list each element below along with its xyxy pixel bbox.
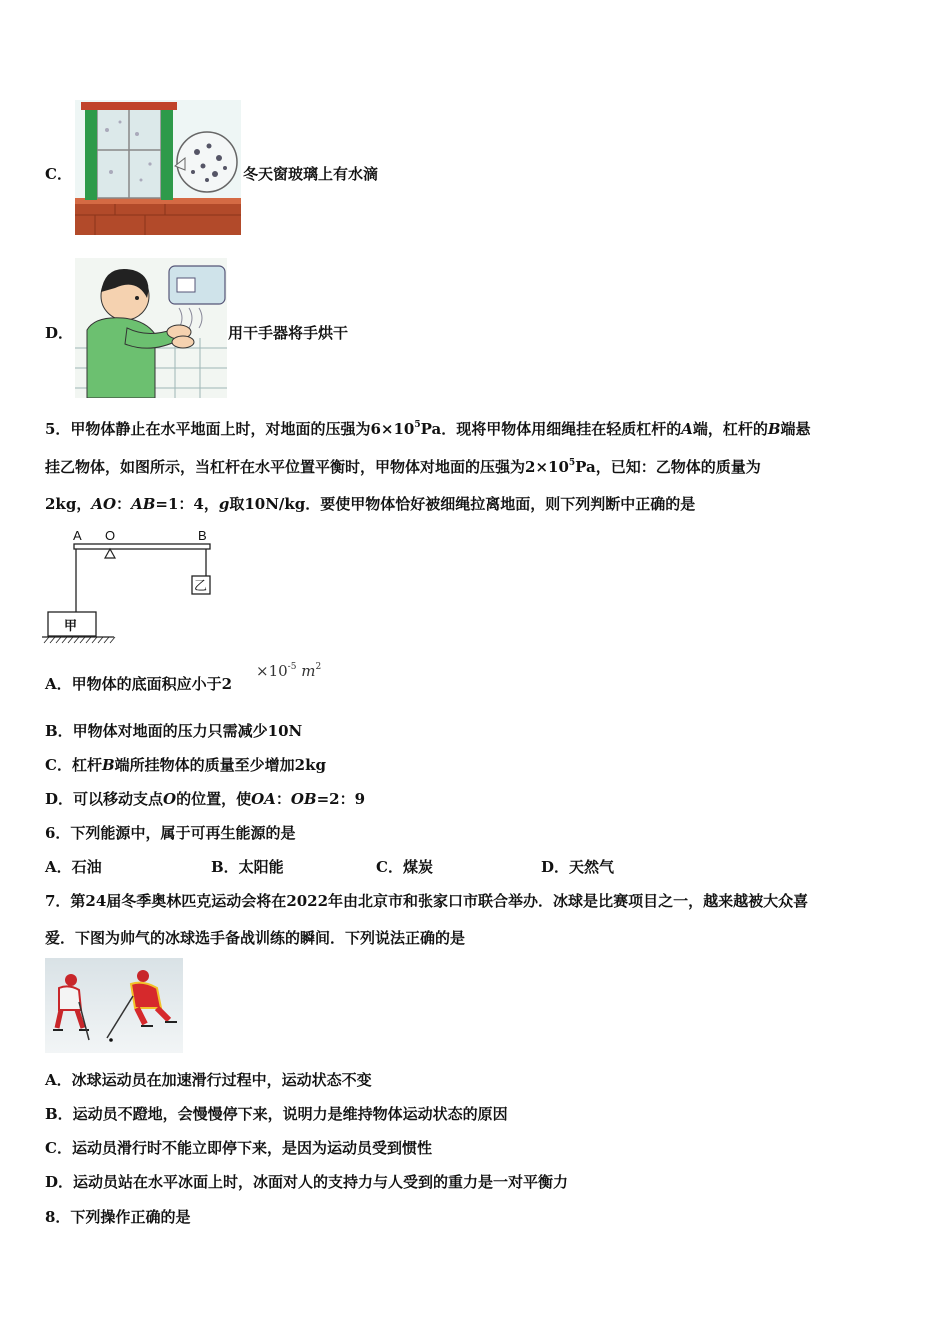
ice-hockey-drawing [45,958,183,1053]
hand-dryer-drawing [75,258,227,398]
object-yi-label: 乙 [194,579,208,594]
question-6-option-b: B．太阳能 [211,858,284,876]
hand-dryer-illustration [75,258,227,398]
window-condensation-drawing [75,100,241,235]
question-5-line-1: 5．甲物体静止在水平地面上时，对地面的压强为$6\times 10^5Pa$．现将甲物体用细绳挂在轻质杠杆的A端，杠杆的B端悬 [45,420,811,438]
question-7-option-d: D．运动员站在水平冰面上时，冰面对人的支持力与人受到的重力是一对平衡力 [45,1173,569,1191]
lever-diagram [40,524,220,648]
lever-label-o: O [105,528,116,543]
question-6-option-c: C．煤炭 [376,858,433,876]
lever-label-a: A [73,528,82,543]
question-6-option-a: A．石油 [45,858,102,876]
object-jia-label: 甲 [64,619,78,634]
question-8-stem: 8．下列操作正确的是 [45,1208,191,1226]
question-6-stem: 6．下列能源中，属于可再生能源的是 [45,824,296,842]
lever-bar [74,544,210,549]
option-d-caption: 用干手器将手烘干 [228,324,349,342]
option-c-caption: 冬天窗玻璃上有水滴 [243,165,379,183]
fulcrum-triangle [105,549,115,558]
option-a-formula: $\times 10^{-5}$ $m^2$ [256,662,322,680]
option-c-label: C． [45,165,72,183]
ice-hockey-photo [45,958,183,1053]
question-7-option-b: B．运动员不蹬地，会慢慢停下来，说明力是维持物体运动状态的原因 [45,1105,508,1123]
question-7-line-2: 爱．下图为帅气的冰球选手备战训练的瞬间．下列说法正确的是 [45,929,466,947]
question-5-option-c: C．杠杆B端所挂物体的质量至少增加2kg [45,756,326,774]
question-5-line-3: 2kg，AO：AB=1：4，g取10N/kg．要使甲物体恰好被细绳拉离地面，则下列判断中正确的是 [45,495,696,513]
question-5-option-d: D．可以移动支点O的位置，使OA：OB=2：9 [45,790,366,808]
question-5-option-b: B．甲物体对地面的压力只需减少10N [45,722,303,740]
question-6-option-d: D．天然气 [541,858,615,876]
window-condensation-illustration [75,100,241,235]
lever-label-b: B [198,528,207,543]
ground-hatching [44,637,115,643]
question-7-line-1: 7．第24届冬季奥林匹克运动会将在2022年由北京市和张家口市联合举办．冰球是比赛项目之一，越来越被大众喜 [45,892,809,910]
question-5-line-2: 挂乙物体，如图所示，当杠杆在水平位置平衡时，甲物体对地面的压强为$2\times 10^5Pa$，已知：乙物体的质量为 [45,458,761,476]
question-5-option-a: A．甲物体的底面积应小于2 [45,675,233,693]
question-7-option-a: A．冰球运动员在加速滑行过程中，运动状态不变 [45,1071,372,1089]
option-d-label: D． [45,324,74,342]
question-7-option-c: C．运动员滑行时不能立即停下来，是因为运动员受到惯性 [45,1139,432,1157]
